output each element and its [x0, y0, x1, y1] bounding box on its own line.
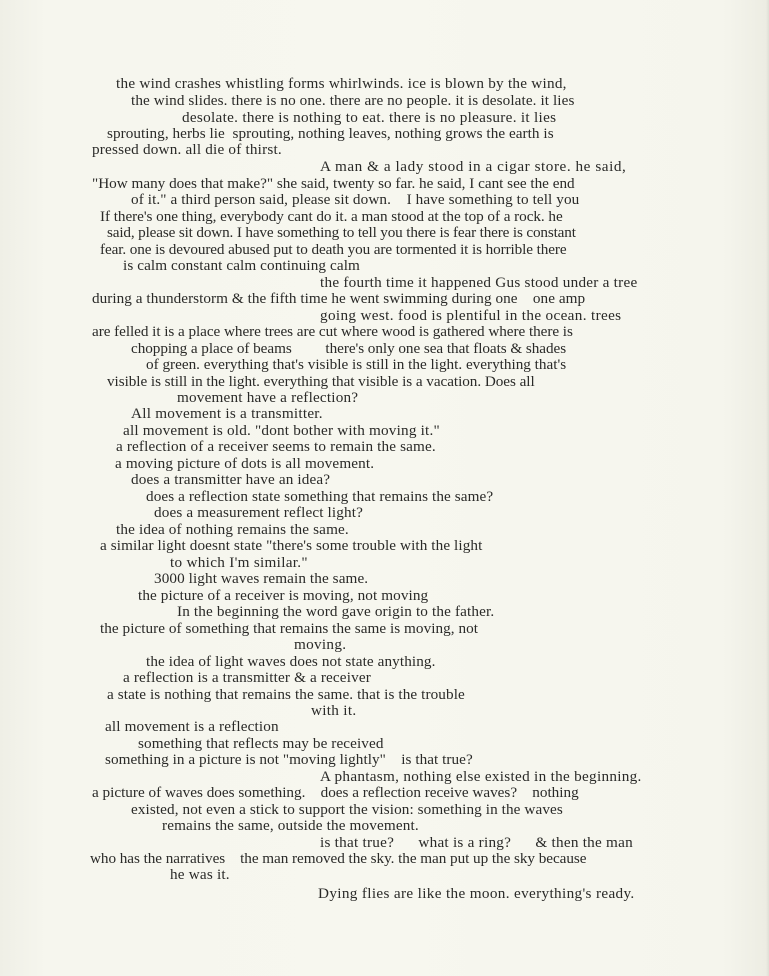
poem-line: desolate. there is nothing to eat. there is no pleasure. it lies — [182, 109, 557, 126]
poem-line: going west. food is plentiful in the ocean. trees — [320, 307, 622, 324]
poem-line: all movement is old. "dont bother with moving it." — [123, 422, 440, 439]
poem-line: the picture of something that remains the same is moving, not — [100, 620, 479, 637]
poem-line: existed, not even a stick to support the vision: something in the waves — [131, 801, 563, 818]
poem-line: is that true? what is a ring? & then the man — [320, 834, 633, 851]
poem-line: is calm constant calm continuing calm — [123, 257, 360, 274]
poem-line: are felled it is a place where trees are cut where wood is gathered where there is — [92, 323, 573, 340]
poem-line: A man & a lady stood in a cigar store. he said, — [320, 158, 627, 175]
poem-line: moving. — [294, 636, 347, 653]
poem-line: does a reflection state something that remains the same? — [146, 488, 494, 505]
poem-line: a state is nothing that remains the same. that is the trouble — [107, 686, 465, 703]
poem-line: a similar light doesnt state "there's some trouble with the light — [100, 537, 483, 554]
poem-line: All movement is a transmitter. — [131, 405, 323, 422]
poem-line: with it. — [311, 702, 357, 719]
poem-line: the picture of a receiver is moving, not moving — [138, 587, 429, 604]
poem-line: the fourth time it happened Gus stood under a tree — [320, 274, 638, 291]
poem-line: of it." a third person said, please sit down. I have something to tell you — [131, 191, 580, 208]
poem-line: all movement is a reflection — [105, 718, 279, 735]
poem-line: a reflection is a transmitter & a receiver — [123, 669, 371, 686]
poem-line: remains the same, outside the movement. — [162, 817, 419, 834]
poem-line: movement have a reflection? — [177, 389, 359, 406]
poem-line: does a transmitter have an idea? — [131, 471, 331, 488]
poem-line: during a thunderstorm & the fifth time he went swimming during one one amp — [92, 290, 586, 307]
poem-line: the wind crashes whistling forms whirlwinds. ice is blown by the wind, — [116, 75, 567, 92]
poem-line: he was it. — [170, 866, 230, 883]
poem-line: the wind slides. there is no one. there are no people. it is desolate. it lies — [131, 92, 575, 109]
poem-line: something in a picture is not "moving lightly" is that true? — [105, 751, 473, 768]
poem-line: a reflection of a receiver seems to remain the same. — [116, 438, 436, 455]
poem-line: If there's one thing, everybody cant do it. a man stood at the top of a rock. he — [100, 208, 563, 225]
poem-line: 3000 light waves remain the same. — [154, 570, 369, 587]
poem-line: of green. everything that's visible is still in the light. everything that's — [146, 356, 567, 373]
poem-line: "How many does that make?" she said, twenty so far. he said, I cant see the end — [92, 175, 575, 192]
poem-line: who has the narratives the man removed the sky. the man put up the sky because — [90, 850, 587, 867]
poem-line: pressed down. all die of thirst. — [92, 141, 282, 158]
poem-line: chopping a place of beams there's only one sea that floats & shades — [131, 340, 567, 357]
poem-line: Dying flies are like the moon. everything's ready. — [318, 885, 635, 902]
poem-line: a picture of waves does something. does a reflection receive waves? nothing — [92, 784, 579, 801]
poem-line: a moving picture of dots is all movement. — [115, 455, 375, 472]
poem-line: said, please sit down. I have something to tell you there is fear there is constant — [107, 224, 576, 241]
poem-line: does a measurement reflect light? — [154, 504, 364, 521]
poem-line: In the beginning the word gave origin to the father. — [177, 603, 495, 620]
poem-line: the idea of light waves does not state anything. — [146, 653, 436, 670]
poem-line: visible is still in the light. everything that visible is a vacation. Does all — [107, 373, 535, 390]
poem-line: to which I'm similar." — [170, 554, 308, 571]
poem-line: something that reflects may be received — [138, 735, 384, 752]
poem-line: the idea of nothing remains the same. — [116, 521, 349, 538]
poem-line: sprouting, herbs lie sprouting, nothing leaves, nothing grows the earth is — [107, 125, 554, 142]
poem-line: A phantasm, nothing else existed in the beginning. — [320, 768, 642, 785]
poem-line: fear. one is devoured abused put to death you are tormented it is horrible there — [100, 241, 567, 258]
